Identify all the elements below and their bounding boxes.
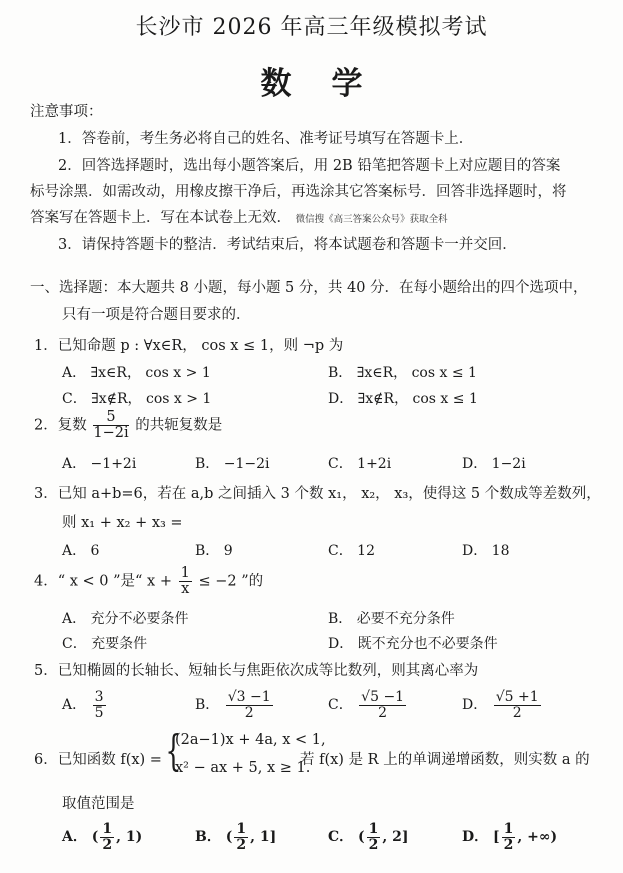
question-3-option-c: C． 12 bbox=[328, 543, 375, 559]
question-6-stem-pre: 6．已知函数 f(x) = bbox=[34, 752, 162, 768]
question-6-stem-post: 若 f(x) 是 R 上的单调递增函数，则实数 a 的 bbox=[300, 752, 590, 768]
question-1-stem: 1．已知命题 p : ∀x∈R， cos x ≤ 1，则 ¬p 为 bbox=[34, 338, 344, 354]
question-5-option-b-fraction bbox=[226, 690, 273, 720]
question-6-option-a-fraction bbox=[100, 822, 114, 852]
question-6-option-d-label: D． bbox=[462, 829, 489, 846]
question-4-fraction-numerator: 1 bbox=[180, 565, 190, 581]
question-5-option-a-denominator: 5 bbox=[94, 704, 104, 721]
question-6-option-c-denominator: 2 bbox=[368, 836, 379, 853]
question-5-option-a-fraction bbox=[93, 690, 106, 720]
question-2-option-d: D． 1−2i bbox=[462, 456, 526, 472]
question-6-option-a-numerator: 1 bbox=[102, 821, 113, 837]
question-4-stem-pre: 4．“ x < 0 ”是“ x + bbox=[34, 573, 172, 590]
question-6-option-b bbox=[195, 822, 276, 852]
notice-item-1: 1．答卷前，考生务必将自己的姓名、准考证号填写在答题卡上． bbox=[58, 131, 474, 147]
watermark-text: 微信搜《高三答案公众号》获取全科 bbox=[295, 214, 448, 225]
question-1-option-a: A． ∃x∈R， cos x > 1 bbox=[62, 365, 211, 381]
question-5-stem: 5．已知椭圆的长轴长、短轴长与焦距依次成等比数列，则其离心率为 bbox=[34, 663, 479, 679]
question-6-case-1: (2a−1)x + 4a, x < 1, bbox=[175, 732, 326, 748]
question-1-option-b: B． ∃x∈R， cos x ≤ 1 bbox=[328, 365, 477, 381]
question-6-option-b-fraction bbox=[234, 822, 248, 852]
question-6-option-b-numerator: 1 bbox=[236, 821, 247, 837]
section-1-line-1: 一、选择题：本大题共 8 小题，每小题 5 分，共 40 分．在每小题给出的四个选项中， bbox=[30, 280, 588, 296]
question-2-fraction-denominator: 1−2i bbox=[93, 425, 129, 442]
question-3-option-b: B． 9 bbox=[195, 543, 233, 559]
notice-item-3: 3．请保持答题卡的整洁．考试结束后，将本试题卷和答题卡一并交回． bbox=[58, 237, 517, 253]
question-5-option-c-fraction bbox=[359, 690, 406, 720]
question-5-option-a bbox=[62, 690, 108, 720]
question-4-stem-post: ≤ −2 ”的 bbox=[198, 573, 264, 590]
section-1-line-2: 只有一项是符合题目要求的． bbox=[62, 307, 251, 323]
question-5-option-c-label: C． bbox=[328, 697, 353, 714]
question-3-option-d: D． 18 bbox=[462, 543, 510, 559]
question-6-option-b-open: ( bbox=[225, 829, 233, 846]
question-3-option-a: A． 6 bbox=[62, 543, 100, 559]
question-5-option-c-numerator: √5 −1 bbox=[361, 689, 405, 705]
question-2-stem-post: 的共轭复数是 bbox=[135, 417, 223, 434]
question-2-fraction bbox=[93, 410, 128, 441]
question-2-stem bbox=[34, 410, 222, 441]
exam-title: 长沙市 2026 年高三年级模拟考试 bbox=[135, 15, 488, 40]
question-6-option-d-open: [ bbox=[493, 829, 500, 846]
question-4-option-b: B． 必要不充分条件 bbox=[328, 611, 455, 627]
question-4-fraction-denominator: x bbox=[181, 581, 190, 598]
question-4-stem bbox=[34, 566, 263, 597]
question-5-option-b-label: B． bbox=[195, 697, 220, 714]
question-6-option-a-label: A． bbox=[62, 829, 87, 846]
notice-item-2-line-1: 2．回答选择题时，选出每小题答案后，用 2B 铅笔把答题卡上对应题目的答案 bbox=[58, 158, 561, 174]
question-6-option-a-open: ( bbox=[91, 829, 99, 846]
notice-item-2-line-3 bbox=[30, 206, 448, 227]
question-5-option-c bbox=[328, 690, 408, 720]
question-6-option-b-close: , 1] bbox=[250, 829, 277, 846]
question-6-line-2: 取值范围是 bbox=[62, 796, 135, 812]
question-6-option-d-numerator: 1 bbox=[503, 821, 514, 837]
question-6-option-a-close: , 1) bbox=[116, 829, 143, 846]
question-1-option-d: D． ∃x∉R， cos x ≤ 1 bbox=[328, 391, 478, 407]
question-5-option-a-numerator: 3 bbox=[94, 689, 104, 705]
question-5-option-d-numerator: √5 +1 bbox=[495, 689, 539, 705]
question-6-option-d bbox=[462, 822, 557, 852]
question-3-line-1: 3．已知 a+b=6，若在 a,b 之间插入 3 个数 x₁， x₂， x₃，使得这 5 个数成等差数列， bbox=[34, 486, 601, 502]
notice-item-2-line-2: 标号涂黑．如需改动，用橡皮擦干净后，再选涂其它答案标号．回答非选择题时，将 bbox=[30, 184, 567, 200]
question-6-option-d-denominator: 2 bbox=[503, 836, 514, 853]
piecewise-brace-icon: { bbox=[165, 726, 182, 775]
question-5-option-b-denominator: 2 bbox=[244, 704, 254, 721]
question-5-option-c-denominator: 2 bbox=[378, 704, 388, 721]
question-6-option-c-close: , 2] bbox=[382, 829, 409, 846]
question-2-fraction-numerator: 5 bbox=[93, 410, 128, 426]
question-6-option-b-denominator: 2 bbox=[236, 836, 247, 853]
question-5-option-a-label: A． bbox=[62, 697, 87, 714]
question-4-option-c: C． 充要条件 bbox=[62, 636, 148, 652]
question-6-option-c-open: ( bbox=[358, 829, 365, 846]
notice-item-2-line-3-text: 答案写在答题卡上．写在本试卷上无效． bbox=[30, 210, 291, 226]
question-6-option-d-fraction bbox=[502, 822, 516, 852]
question-4-option-d: D． 既不充分也不必要条件 bbox=[328, 636, 498, 652]
question-3-line-2: 则 x₁ + x₂ + x₃ = bbox=[62, 515, 183, 531]
question-2-stem-pre: 2．复数 bbox=[34, 417, 87, 434]
question-6-case-2: x² − ax + 5, x ≥ 1. bbox=[175, 760, 311, 776]
notice-heading: 注意事项： bbox=[30, 104, 103, 120]
question-5-option-d bbox=[462, 690, 543, 720]
question-6-option-b-label: B． bbox=[195, 829, 221, 846]
question-6-option-a-denominator: 2 bbox=[102, 836, 113, 853]
question-6-option-c-label: C． bbox=[328, 829, 354, 846]
question-2-option-a: A． −1+2i bbox=[62, 456, 137, 472]
question-5-option-b bbox=[195, 690, 275, 720]
question-5-option-b-numerator: √3 −1 bbox=[227, 689, 271, 705]
question-5-option-d-denominator: 2 bbox=[512, 704, 522, 721]
question-6-option-a bbox=[62, 822, 142, 852]
question-2-option-b: B． −1−2i bbox=[195, 456, 270, 472]
question-1-option-c: C． ∃x∉R， cos x > 1 bbox=[62, 391, 212, 407]
question-6-option-d-close: , +∞) bbox=[517, 829, 558, 846]
question-2-option-c: C． 1+2i bbox=[328, 456, 392, 472]
question-6-option-c-numerator: 1 bbox=[368, 821, 379, 837]
subject-title: 数学 bbox=[260, 66, 403, 102]
question-5-option-d-label: D． bbox=[462, 697, 488, 714]
question-6-option-c-fraction bbox=[367, 822, 381, 852]
question-5-option-d-fraction bbox=[494, 690, 541, 720]
question-6-option-c bbox=[328, 822, 409, 852]
question-4-option-a: A． 充分不必要条件 bbox=[62, 611, 189, 627]
question-4-fraction bbox=[179, 566, 192, 597]
